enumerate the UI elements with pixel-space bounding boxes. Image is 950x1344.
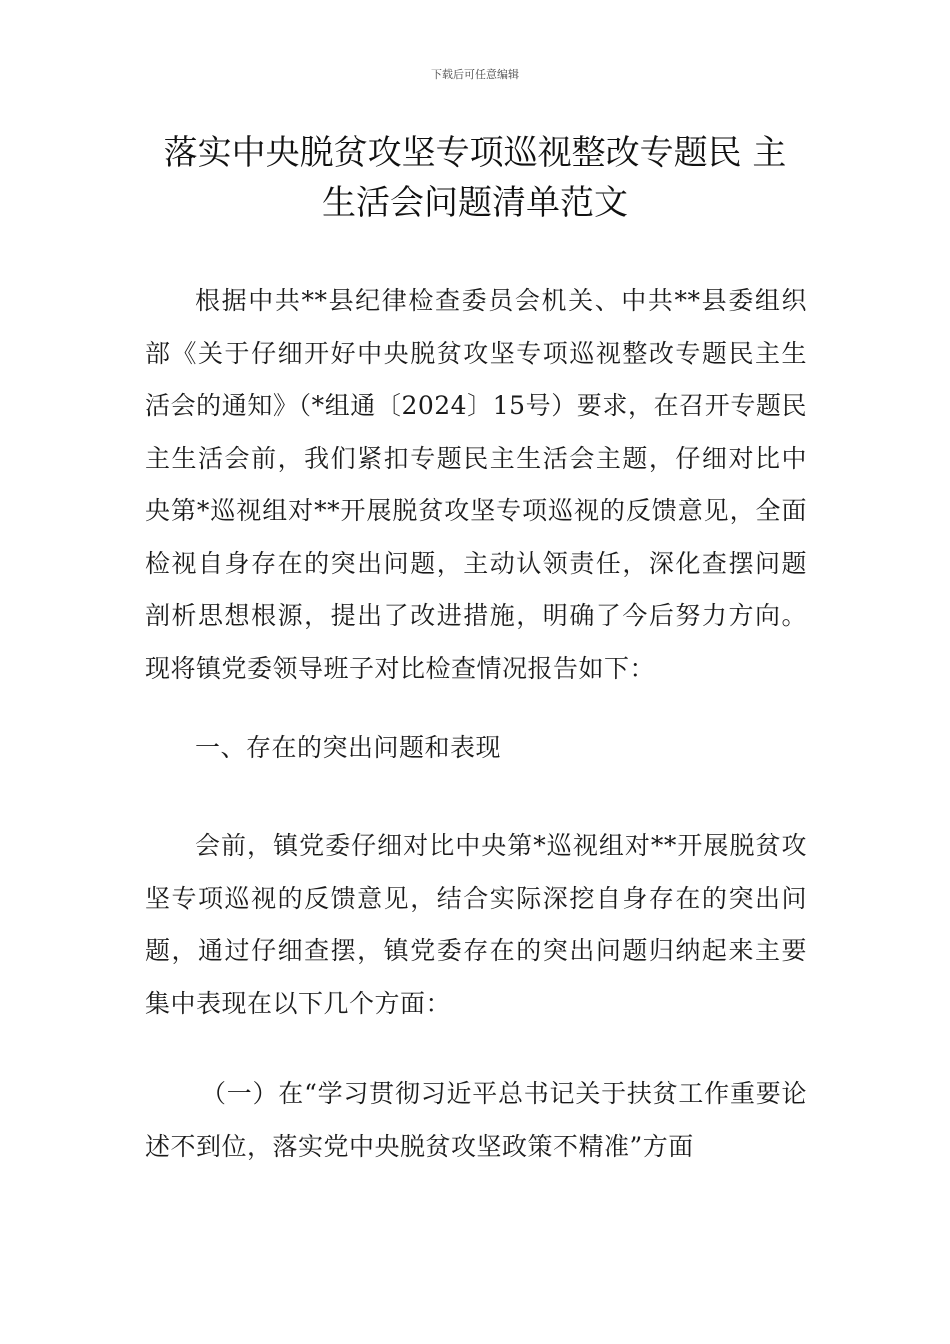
header-note: 下载后可任意编辑 (431, 68, 519, 81)
subsection-heading-1: （一）在“学习贯彻习近平总书记关于扶贫工作重要论述不到位，落实党中央脱贫攻坚政策不精准”方面 (145, 1079, 807, 1161)
document-title (140, 128, 810, 228)
section-heading-1: 一、存在的突出问题和表现 (195, 733, 502, 762)
title-line-1: 落实中央脱贫攻坚专项巡视整改专题民 主 (163, 133, 787, 173)
intro-paragraph: 根据中共**县纪律检查委员会机关、中共**县委组织部《关于仔细开好中央脱贫攻坚专项巡视整改专题民主生活会的通知》（*组通〔2024〕15号）要求，在召开专题民主生活会前，我们紧扣专题民主生活会主题，仔细对比中央第*巡视组对**开展脱贫攻坚专项巡视的反馈意见，全面检视自身存在的突出问题，主动认领责任，深化查摆问题剖析思想根源，提出了改进措施，明确了今后努力方向。现将镇党委领导班子对比检查情况报告如下： (145, 286, 807, 683)
title-line-2: 生活会问题清单范文 (322, 183, 628, 223)
body-paragraph-2: 会前，镇党委仔细对比中央第*巡视组对**开展脱贫攻坚专项巡视的反馈意见，结合实际深挖自身存在的突出问题，通过仔细查摆，镇党委存在的突出问题归纳起来主要集中表现在以下几个方面： (145, 831, 807, 1018)
